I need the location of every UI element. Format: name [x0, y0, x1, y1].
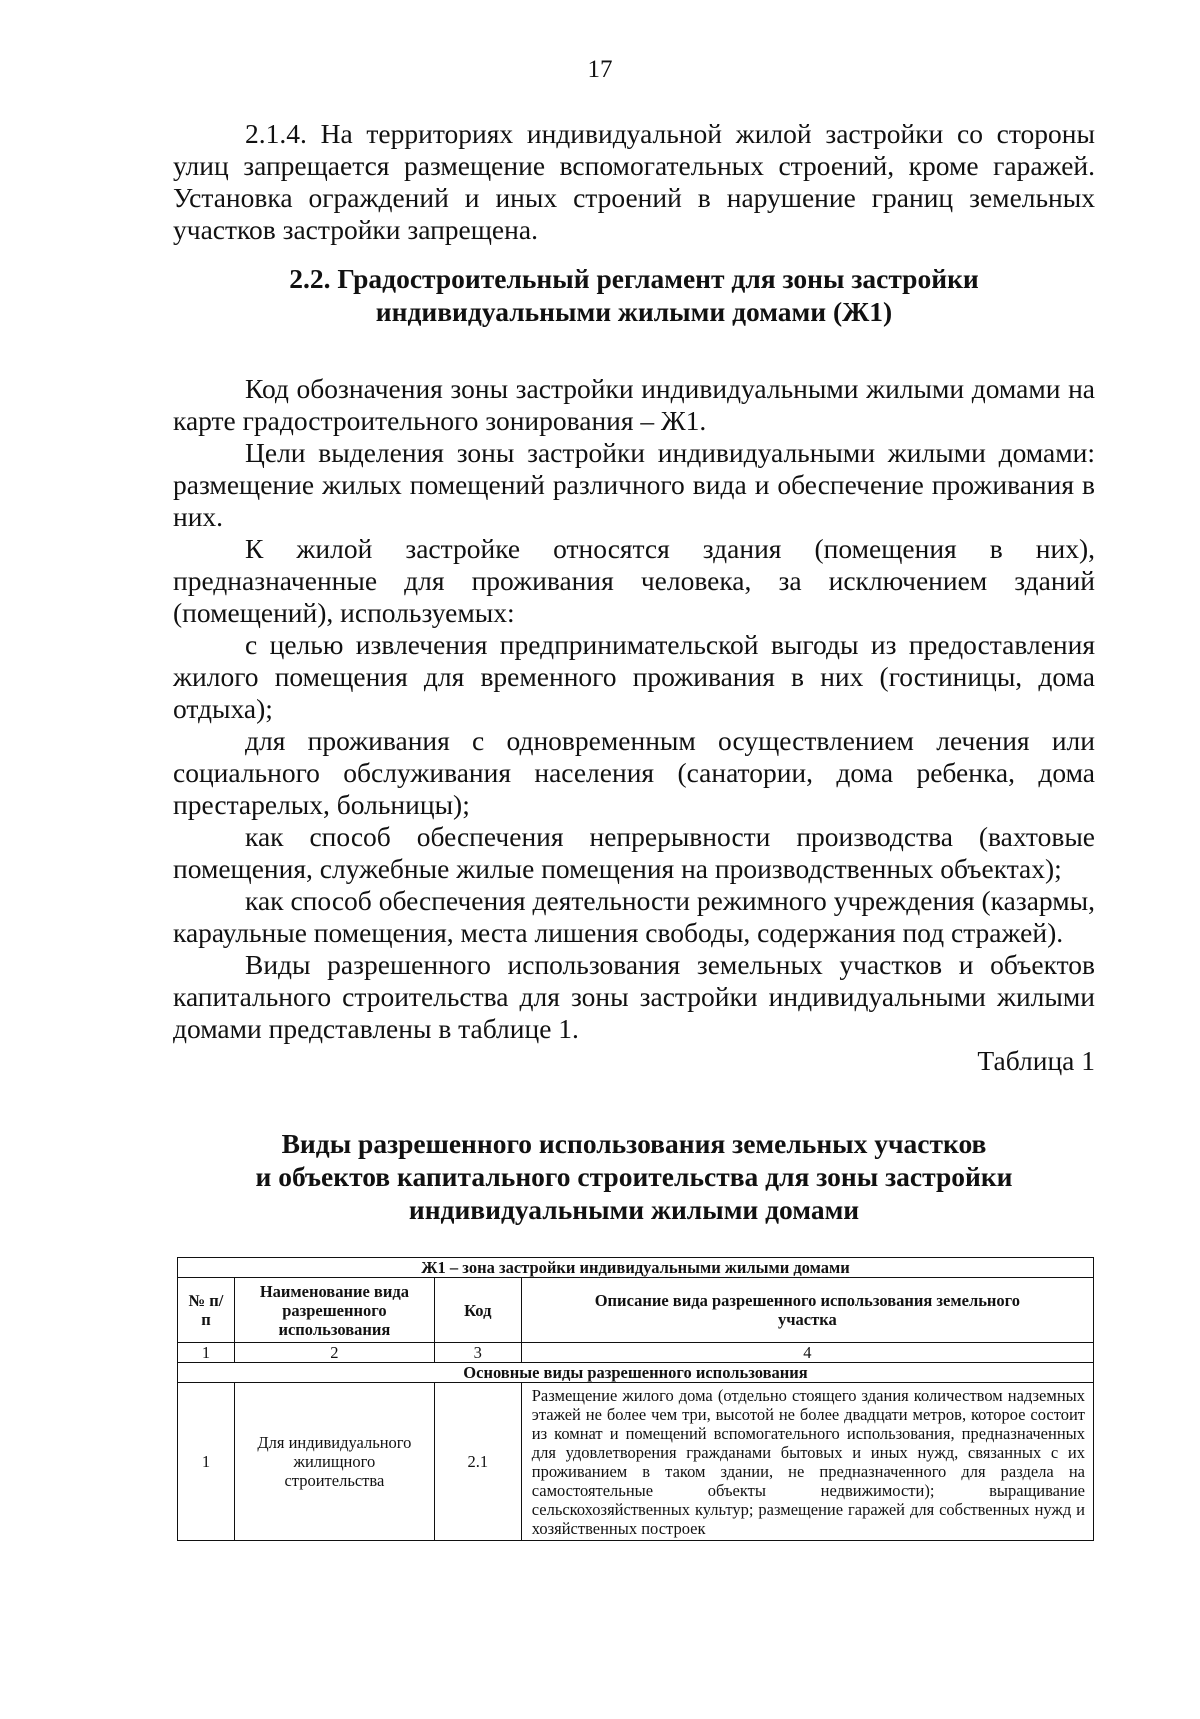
paragraph-exclusion-4: как способ обеспечения деятельности режимного учреждения (казармы, караульные помещения, места лишения свободы, содержания под стражей).: [173, 885, 1095, 948]
section-heading-line-1: 2.2. Градостроительный регламент для зоны застройки: [289, 263, 979, 294]
paragraph-permitted-types: Виды разрешенного использования земельных участков и объектов капитального строительства для зоны застройки индивидуальными жилыми домами представлены в таблице 1.: [173, 949, 1095, 1044]
index-cell-2: 2: [234, 1343, 434, 1363]
page-number: 17: [587, 56, 613, 83]
table-zone-header-row: [178, 1258, 1094, 1278]
paragraph-2-1-4-block: [173, 118, 1095, 246]
paragraph-zone-goals: Цели выделения зоны застройки индивидуальными жилыми домами: размещение жилых помещений различного вида и обеспечение проживания в них.: [173, 437, 1095, 532]
table-zone-header: Ж1 – зона застройки индивидуальными жилыми домами: [178, 1258, 1094, 1278]
table-column-header-row: [178, 1278, 1094, 1343]
row-number: 1: [178, 1383, 235, 1541]
paragraph-exclusion-2: для проживания с одновременным осуществлением лечения или социального обслуживания населения (санатории, дома ребенка, дома престарелых, больницы);: [173, 725, 1095, 820]
column-header-name: Наименование вида разрешенного использования: [234, 1278, 434, 1343]
table-caption: Таблица 1: [977, 1045, 1095, 1076]
index-cell-3: 3: [434, 1343, 521, 1363]
table-section-row: [178, 1363, 1094, 1383]
table-title-line-2: и объектов капитального строительства для зоны застройки: [255, 1161, 1013, 1192]
index-cell-4: 4: [521, 1343, 1093, 1363]
column-header-code: Код: [434, 1278, 521, 1343]
section-heading-line-2: индивидуальными жилыми домами (Ж1): [375, 296, 893, 327]
permitted-use-table: [177, 1257, 1094, 1541]
index-cell-1: 1: [178, 1343, 235, 1363]
main-text-block: [173, 373, 1095, 1077]
table-index-row: [178, 1343, 1094, 1363]
row-description: Размещение жилого дома (отдельно стоящего здания количеством надземных этажей не более чем три, высотой не более двадцати метров, которое состоит из комнат и помещений вспомогательного использования, предназначенных для удовлетворения гражданами бытовых и иных нужд, связанных с их проживанием в таком здании, не предназначенного для раздела на самостоятельные объекты недвижимости); выращивание сельскохозяйственных культур; размещение гаражей для собственных нужд и хозяйственных построек: [521, 1383, 1093, 1541]
row-use-name: Для индивидуального жилищного строительства: [234, 1383, 434, 1541]
section-heading-block: [173, 262, 1095, 328]
paragraph-exclusion-3: как способ обеспечения непрерывности производства (вахтовые помещения, служебные жилые помещения на производственных объектах);: [173, 821, 1095, 884]
row-code: 2.1: [434, 1383, 521, 1541]
column-header-description: Описание вида разрешенного использования земельного участка: [521, 1278, 1093, 1343]
table-title-line-1: Виды разрешенного использования земельных участков: [281, 1128, 987, 1159]
column-header-number: № п/п: [178, 1278, 235, 1343]
paragraph-residential-definition: К жилой застройке относятся здания (помещения в них), предназначенные для проживания человека, за исключением зданий (помещений), используемых:: [173, 533, 1095, 628]
table-section-main: Основные виды разрешенного использования: [178, 1363, 1094, 1383]
paragraph-exclusion-1: с целью извлечения предпринимательской выгоды из предоставления жилого помещения для временного проживания в них (гостиницы, дома отдыха);: [173, 629, 1095, 724]
paragraph-2-1-4: 2.1.4. На территориях индивидуальной жилой застройки со стороны улиц запрещается размещение вспомогательных строений, кроме гаражей. Установка ограждений и иных строений в нарушение границ земельных участков застройки запрещена.: [173, 118, 1095, 245]
paragraph-zone-code: Код обозначения зоны застройки индивидуальными жилыми домами на карте градостроительного зонирования – Ж1.: [173, 373, 1095, 436]
table-title-block: [173, 1127, 1095, 1226]
table-title-line-3: индивидуальными жилыми домами: [408, 1194, 860, 1225]
table-row: [178, 1383, 1094, 1541]
